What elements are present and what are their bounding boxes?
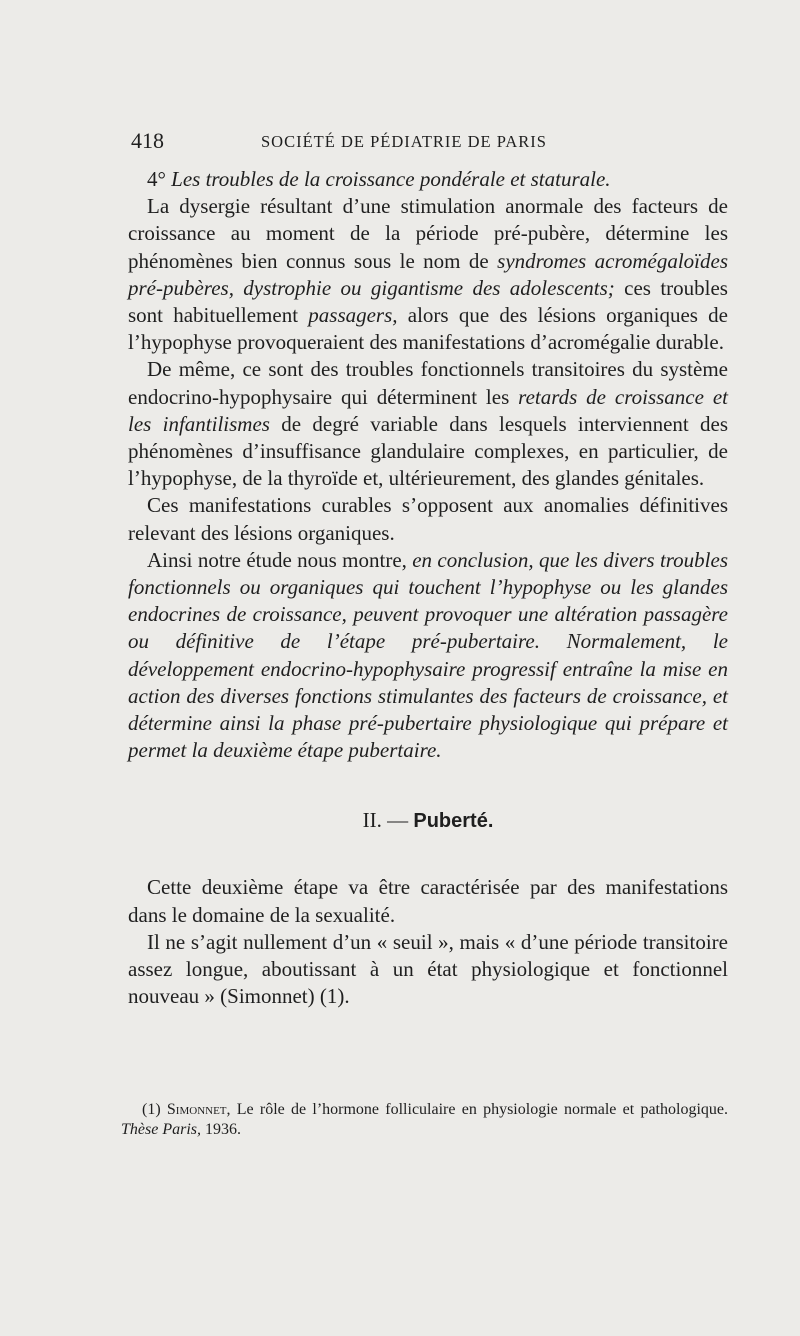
text-run: Ainsi notre étude nous montre, bbox=[147, 547, 413, 572]
footnote-mark: (1) bbox=[142, 1101, 161, 1118]
footnote bbox=[121, 1100, 728, 1140]
section-title: Puberté. bbox=[413, 810, 494, 833]
body-text bbox=[128, 166, 728, 1010]
italic-run: retards de croissance et les infantilismes bbox=[128, 384, 729, 436]
paragraph-dysergie bbox=[128, 193, 728, 356]
text-run: La dysergie résultant d’une stimulation anormale des facteurs de croissance au moment de la période pré-pubère, détermine les phénomènes bien connus sous le nom de bbox=[128, 194, 728, 273]
section-heading bbox=[128, 807, 728, 835]
section-numeral: II. — bbox=[362, 808, 409, 833]
paragraph-conclusion bbox=[128, 547, 728, 765]
running-title: SOCIÉTÉ DE PÉDIATRIE DE PARIS bbox=[261, 132, 547, 151]
footnote-source: Thèse Paris, bbox=[121, 1121, 201, 1138]
paragraph-manifestations: Ces manifestations curables s’opposent aux anomalies définitives relevant des lésions organiques. bbox=[128, 493, 728, 545]
paragraph-retards bbox=[128, 356, 728, 492]
italic-run: en conclusion, que les divers troubles fonctionnels ou organiques qui touchent l’hypophyse ou les glandes endocrines de croissance, peuvent provoquer une altération passagère ou définitive de l’étape pré-pubertaire. Normalement, le développement endocrino-hypophysaire progressif entraîne la mise en action des diverses fonctions stimulantes des facteurs de croissance, et détermine ainsi la phase pré-pubertaire physiologique qui prépare et permet la deuxième étape pubertaire. bbox=[128, 547, 729, 763]
text-run: de degré variable dans lesquels interviennent des phénomènes d’insuffisance glandulaire complexes, en particulier, de l’hypophyse, de la thyroïde et, ultérieurement, des glandes génitales. bbox=[128, 411, 729, 491]
footnote-text: Le rôle de l’hormone folliculaire en physiologie normale et pathologique. bbox=[230, 1101, 728, 1118]
paragraph-heading-4 bbox=[128, 166, 728, 193]
text-run: De même, ce sont des troubles fonctionnels transitoires du système endocrino-hypophysaire qui déterminent les bbox=[128, 357, 728, 409]
paragraph-seuil: Il ne s’agit nullement d’un « seuil », mais « d’une période transitoire assez longue, aboutissant à un état physiologique et fonctionnel nouveau » (Simonnet) (1). bbox=[128, 929, 728, 1009]
text-run: ces troubles sont habituellement bbox=[128, 275, 728, 328]
page-number: 418 bbox=[131, 128, 164, 153]
footnote-year: 1936. bbox=[201, 1121, 241, 1138]
italic-run: syndromes acromégaloïdes pré-pubères, dystrophie ou gigantisme des adolescents; bbox=[128, 248, 728, 300]
paragraph-sexualite: Cette deuxième étape va être caractérisée par des manifestations dans le domaine de la sexualité. bbox=[128, 875, 728, 927]
item-title: Les troubles de la croissance pondérale et staturale. bbox=[171, 167, 611, 191]
item-number: 4° bbox=[147, 167, 166, 191]
page-header bbox=[128, 128, 728, 158]
italic-run: passagers, bbox=[308, 303, 398, 328]
text-run: alors que des lésions organiques de l’hypophyse provoqueraient des manifestations d’acromégalie durable. bbox=[128, 303, 728, 355]
footnote-author: Simonnet, bbox=[166, 1101, 231, 1118]
